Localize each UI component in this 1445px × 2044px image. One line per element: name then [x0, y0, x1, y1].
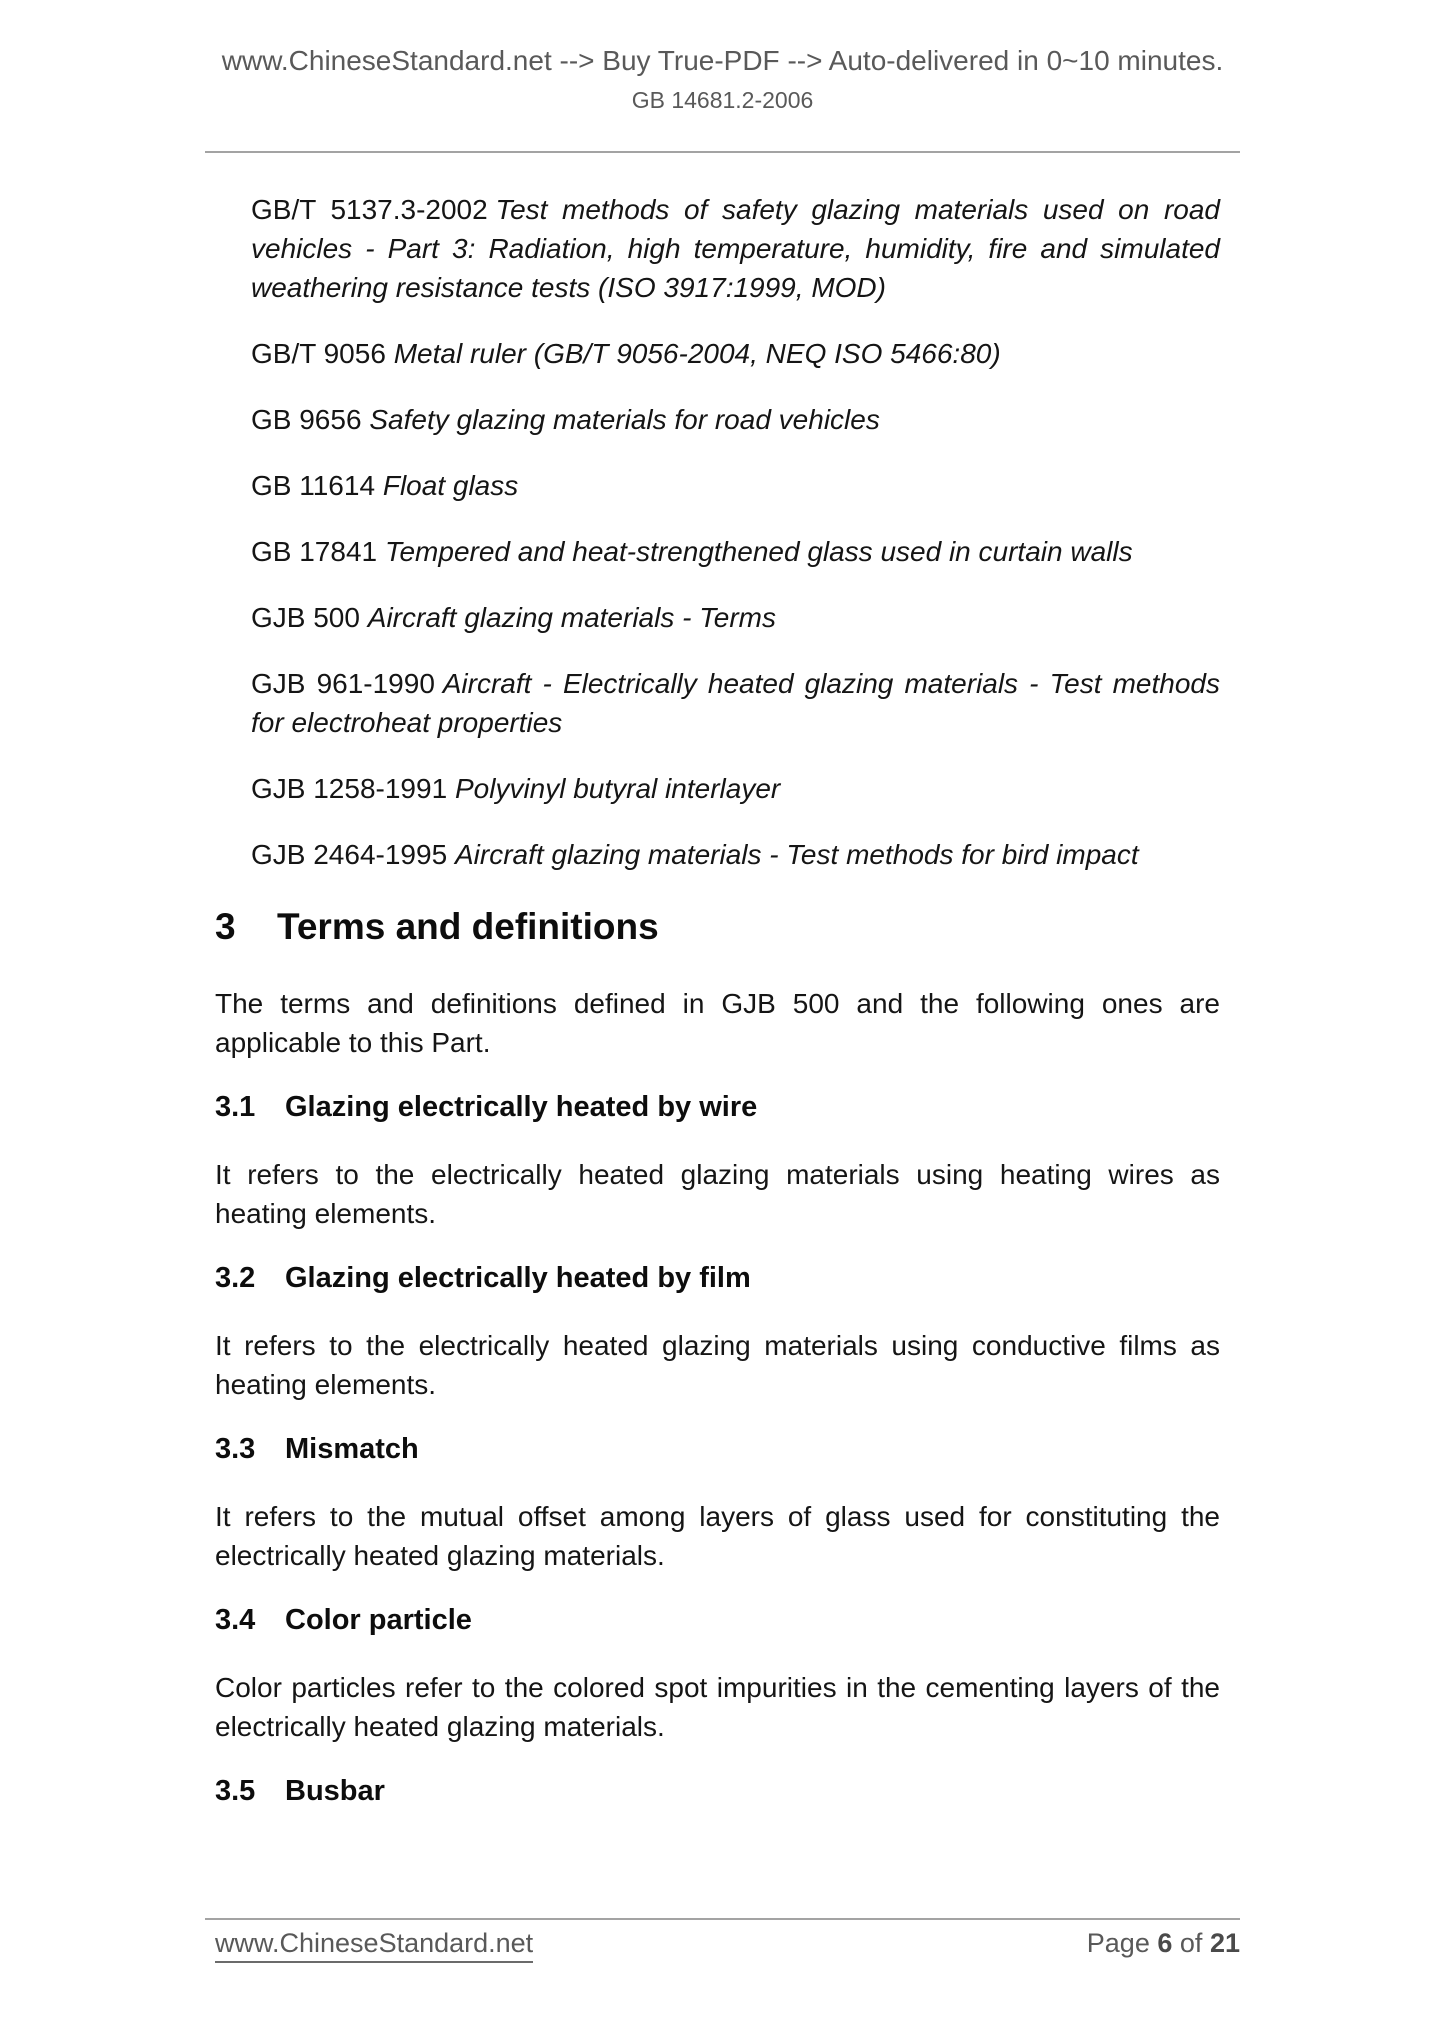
subsection-number: 3.5: [215, 1775, 256, 1807]
section-title: Terms and definitions: [277, 906, 659, 947]
subsection-title: Glazing electrically heated by wire: [285, 1091, 758, 1123]
subsection-title: Glazing electrically heated by film: [285, 1262, 751, 1294]
subsection-heading-3-5: [215, 1771, 1220, 1811]
subsection-heading-3-1: [215, 1087, 1220, 1127]
footer-rule: [205, 1918, 1240, 1920]
reference-title: Test methods of safety glazing materials used on road vehicles - Part 3: Radiation, high temperature, humidity, fire and simulated weathering resistance tests (ISO 3917:1999, MOD): [251, 194, 1220, 303]
subsection-number: 3.1: [215, 1091, 256, 1123]
reference-title: Aircraft glazing materials - Test methods for bird impact: [454, 839, 1139, 870]
page-footer: [215, 1926, 1240, 1963]
reference-designation: GJB 1258-1991: [251, 773, 448, 804]
page-of-label: of: [1179, 1928, 1203, 1958]
subsection-number: 3.4: [215, 1604, 256, 1636]
subsection-body-3-2: It refers to the electrically heated glazing materials using conductive films as heating elements.: [215, 1330, 1220, 1400]
footer-site-link[interactable]: www.ChineseStandard.net: [215, 1926, 533, 1963]
header-rule: [205, 151, 1240, 153]
footer-page-indicator: [1087, 1926, 1240, 1960]
section-number: 3: [215, 906, 236, 947]
subsection-number: 3.3: [215, 1433, 256, 1465]
reference-title: Aircraft - Electrically heated glazing materials - Test methods for electroheat properties: [251, 668, 1220, 738]
subsection-body-3-4: Color particles refer to the colored spot impurities in the cementing layers of the electrically heated glazing materials.: [215, 1672, 1220, 1742]
subsection-body-3-3: It refers to the mutual offset among layers of glass used for constituting the electrically heated glazing materials.: [215, 1501, 1220, 1571]
subsection-body-3-1: It refers to the electrically heated glazing materials using heating wires as heating elements.: [215, 1159, 1220, 1229]
subsection-title: Busbar: [285, 1775, 385, 1807]
reference-item: [251, 466, 1220, 505]
section-heading: [215, 904, 1220, 950]
header-source-line: www.ChineseStandard.net --> Buy True-PDF --> Auto-delivered in 0~10 minutes.: [221, 45, 1224, 76]
subsection-number: 3.2: [215, 1262, 256, 1294]
reference-designation: GJB 500: [251, 602, 360, 633]
reference-title: Polyvinyl butyral interlayer: [454, 773, 781, 804]
page-number-current: 6: [1157, 1928, 1173, 1958]
normative-references-list: [215, 190, 1220, 874]
reference-designation: GB/T 9056: [251, 338, 386, 369]
reference-item: [251, 400, 1220, 439]
reference-title: Float glass: [382, 470, 519, 501]
reference-item: [251, 664, 1220, 742]
reference-designation: GB 9656: [251, 404, 362, 435]
reference-item: [251, 334, 1220, 373]
reference-title: Safety glazing materials for road vehicles: [369, 404, 880, 435]
page-label: Page: [1086, 1928, 1150, 1958]
header-doc-number: GB 14681.2-2006: [631, 87, 814, 113]
reference-designation: GB 11614: [251, 470, 376, 501]
subsection-title: Color particle: [285, 1604, 472, 1636]
page-content: [215, 190, 1220, 1839]
subsection-heading-3-2: [215, 1258, 1220, 1298]
reference-item: [251, 532, 1220, 571]
page-number-total: 21: [1209, 1928, 1240, 1958]
reference-item: [251, 835, 1220, 874]
reference-designation: GB/T 5137.3-2002: [251, 194, 488, 225]
reference-title: Aircraft glazing materials - Terms: [367, 602, 776, 633]
reference-item: [251, 190, 1220, 307]
subsection-title: Mismatch: [285, 1433, 419, 1465]
reference-designation: GB 17841: [251, 536, 378, 567]
subsection-heading-3-4: [215, 1600, 1220, 1640]
reference-item: [251, 598, 1220, 637]
reference-designation: GJB 2464-1995: [251, 839, 448, 870]
section-intro-paragraph: The terms and definitions defined in GJB 500 and the following ones are applicable to this Part.: [215, 988, 1220, 1058]
reference-item: [251, 769, 1220, 808]
reference-designation: GJB 961-1990: [251, 668, 435, 699]
subsection-heading-3-3: [215, 1429, 1220, 1469]
reference-title: Tempered and heat-strengthened glass used in curtain walls: [384, 536, 1133, 567]
reference-title: Metal ruler (GB/T 9056-2004, NEQ ISO 5466:80): [393, 338, 1001, 369]
